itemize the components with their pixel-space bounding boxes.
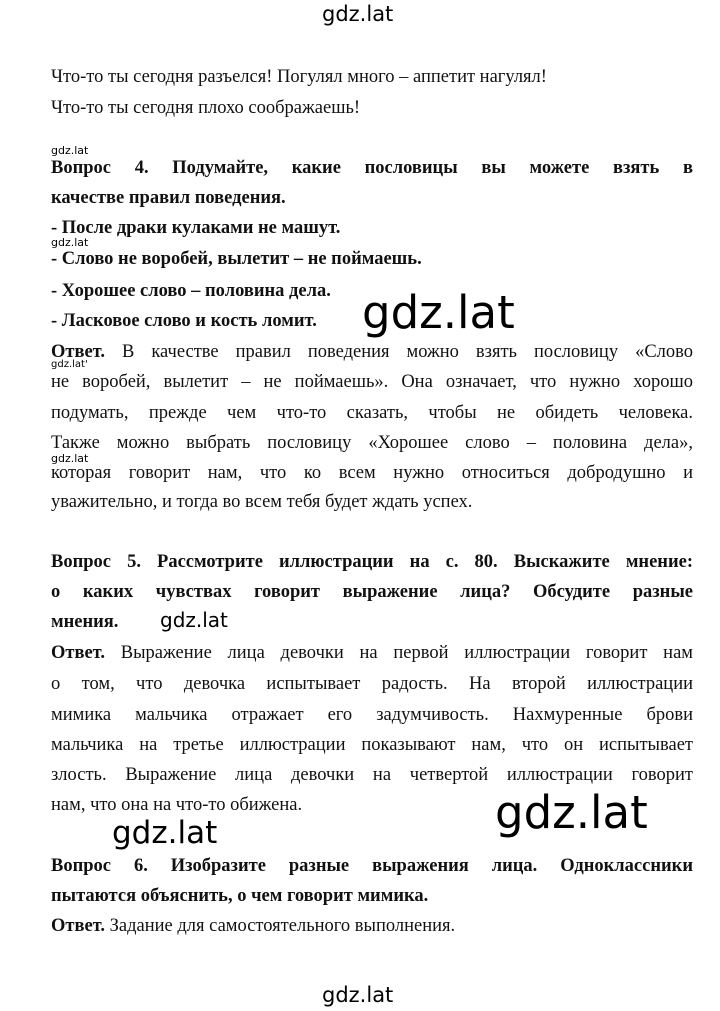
answer-5-line bbox=[51, 644, 693, 663]
answer-label: Ответ. bbox=[51, 916, 106, 936]
proverb-item: - Слово не воробей, вылетит – не поймаешь. bbox=[51, 249, 422, 269]
answer-text: В качестве правил поведения можно взять пословицу «Слово bbox=[105, 342, 693, 362]
watermark-medium: gdz.lat bbox=[160, 608, 228, 632]
answer-4-line: Также можно выбрать пословицу «Хорошее слово – половина дела», bbox=[51, 433, 693, 453]
answer-5-line: нам, что она на что-то обижена. bbox=[51, 795, 303, 815]
answer-4-line: которая говорит нам, что ко всем нужно относиться добродушно и bbox=[51, 463, 693, 483]
answer-4-line bbox=[51, 343, 693, 362]
answer-4-line: подумать, прежде чем что-то сказать, чтобы не обидеть человека. bbox=[51, 403, 693, 423]
watermark-small: gdz.lat' bbox=[51, 359, 88, 370]
answer-6-line bbox=[51, 917, 693, 936]
answer-text: Задание для самостоятельного выполнения. bbox=[105, 916, 456, 936]
answer-5-line: злость. Выражение лица девочки на четвертой иллюстрации говорит bbox=[51, 765, 693, 785]
answer-label: Ответ. bbox=[51, 643, 106, 663]
watermark-medium: gdz.lat bbox=[112, 815, 218, 851]
answer-4-line: не воробей, вылетит – не поймаешь». Она означает, что нужно хорошо bbox=[51, 372, 693, 392]
proverb-item: - Ласковое слово и кость ломит. bbox=[51, 311, 317, 331]
watermark-bottom: gdz.lat bbox=[322, 983, 394, 1007]
question-4-text: качестве правил поведения. bbox=[51, 188, 286, 208]
watermark-top: gdz.lat bbox=[322, 2, 394, 26]
answer-5-line: о том, что девочка испытывает радость. На второй иллюстрации bbox=[51, 674, 693, 694]
question-5-text: о каких чувствах говорит выражение лица? Обсудите разные bbox=[51, 582, 693, 602]
proverb-item: - После драки кулаками не машут. bbox=[51, 218, 341, 238]
question-5-text: мнения. bbox=[51, 612, 119, 632]
proverb-item: - Хорошее слово – половина дела. bbox=[51, 281, 331, 301]
question-6-text: Вопрос 6. Изобразите разные выражения лица. Одноклассники bbox=[51, 856, 693, 876]
answer-text: Выражение лица девочки на первой иллюстрации говорит нам bbox=[105, 643, 693, 663]
answer-5-line: мимика мальчика отражает его задумчивость. Нахмуренные брови bbox=[51, 705, 693, 725]
watermark-small: gdz.lat bbox=[51, 236, 89, 249]
watermark-small: gdz.lat bbox=[51, 144, 89, 157]
watermark-large: gdz.lat bbox=[362, 286, 515, 339]
question-5-text: Вопрос 5. Рассмотрите иллюстрации на с. 80. Выскажите мнение: bbox=[51, 552, 693, 572]
intro-line: Что-то ты сегодня разъелся! Погулял много – аппетит нагулял! bbox=[51, 67, 547, 87]
question-4-text: Вопрос 4. Подумайте, какие пословицы вы можете взять в bbox=[51, 158, 693, 178]
intro-line: Что-то ты сегодня плохо соображаешь! bbox=[51, 98, 361, 118]
answer-5-line: мальчика на третье иллюстрации показывают нам, что он испытывает bbox=[51, 735, 693, 755]
question-6-text: пытаются объяснить, о чем говорит мимика. bbox=[51, 886, 429, 906]
answer-label: Ответ. bbox=[51, 342, 106, 362]
answer-4-line: уважительно, и тогда во всем тебя будет ждать успех. bbox=[51, 492, 473, 512]
watermark-large: gdz.lat bbox=[495, 786, 648, 839]
watermark-small: gdz.lat bbox=[51, 452, 89, 465]
